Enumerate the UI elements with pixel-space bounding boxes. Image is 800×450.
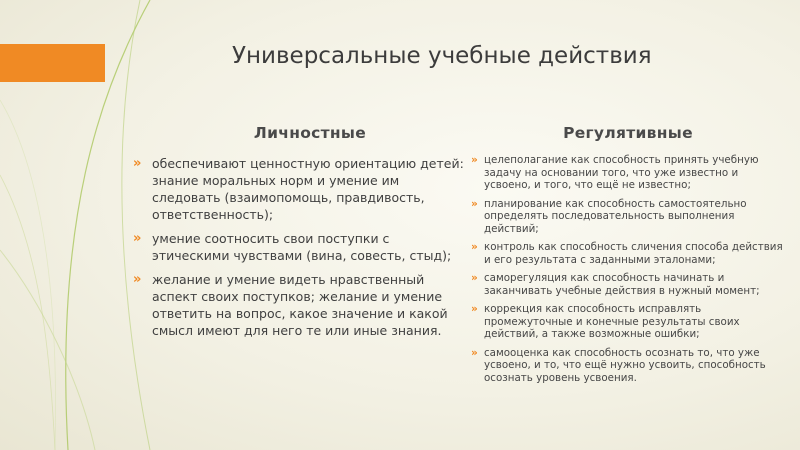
decor-curve-2 (122, 0, 150, 450)
decor-curve-4 (0, 175, 55, 450)
list-item: » желание и умение видеть нравственный аспект своих поступков; желание и умение ответить на вопрос, какое значение и какой смысл имеют для него те или иные знания. (152, 271, 470, 339)
list-item: » коррекция как способность исправлять промежуточные и конечные результаты своих действий, а также возможные ошибки; (484, 303, 784, 341)
list-item: » саморегуляция как способность начинать и заканчивать учебные действия в нужный момент; (484, 272, 784, 297)
decor-curve-3 (0, 250, 95, 450)
list-item: » самооценка как способность осознать то, что уже усвоено, и то, что ещё нужно усвоить, способность осознать уровень усвоения. (484, 347, 784, 385)
regulatory-actions-list (484, 154, 784, 390)
list-item: » планирование как способность самостоятельно определять последовательность выполнения действий; (484, 198, 784, 236)
list-item: » целеполагание как способность принять учебную задачу на основании того, что уже известно и усвоено, и того, что ещё не известно; (484, 154, 784, 192)
column-heading-regulatory: Регулятивные (563, 124, 693, 142)
list-item: » контроль как способность сличения способа действия и его результата с заданными эталонами; (484, 241, 784, 266)
list-item: » обеспечивают ценностную ориентацию детей: знание моральных норм и умение им следовать (взаимопомощь, правдивость, ответственность); (152, 155, 470, 223)
personal-actions-list (152, 155, 470, 346)
list-item: » умение соотносить свои поступки с этическими чувствами (вина, совесть, стыд); (152, 230, 470, 264)
column-heading-personal: Личностные (253, 124, 367, 142)
slide-title: Универсальные учебные действия (232, 43, 652, 69)
decor-curve-5 (0, 100, 56, 450)
accent-bar (0, 44, 105, 82)
